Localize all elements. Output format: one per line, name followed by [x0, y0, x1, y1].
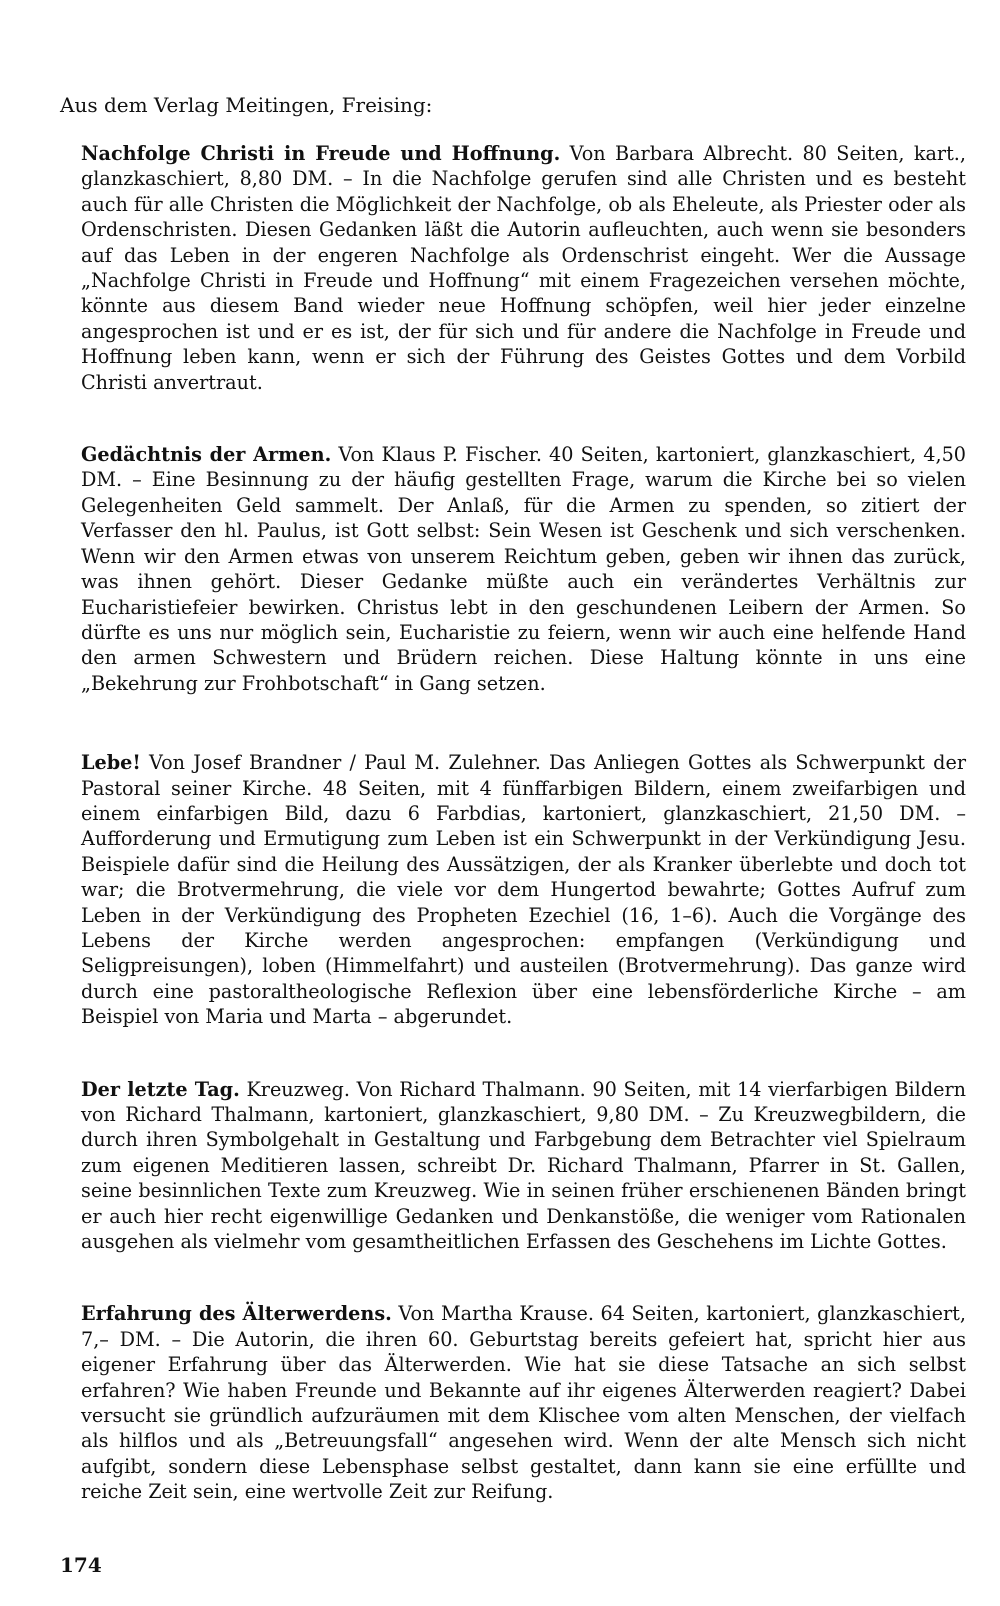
page-content	[60, 92, 966, 1505]
book-description: Von Klaus P. Fischer. 40 Seiten, kartoniert, glanzkaschiert, 4,50 DM. – Eine Besinnung zu der häufig gestellten Frage, warum die Kirche bei so vielen Gelegenheiten Geld sammelt. Der Anlaß, für die Armen zu spenden, so zitiert der Verfasser den hl. Paulus, ist Gott selbst: Sein Wesen ist Geschenk und sich verschenken. Wenn wir den Armen etwas von unserem Reichtum geben, geben wir ihnen das zurück, was ihnen gehört. Dieser Gedanke müßte auch ein verändertes Verhältnis zur Eucharistiefeier bewirken. Christus lebt in den geschundenen Leibern der Armen. So dürfte es uns nur möglich sein, Eucharistie zu feiern, wenn wir auch eine helfende Hand den armen Schwestern und Brüdern reichen. Diese Haltung könnte in uns eine „Bekehrung zur Frohbotschaft“ in Gang setzen.	[81, 443, 966, 695]
book-description: Von Martha Krause. 64 Seiten, kartoniert, glanzkaschiert, 7,– DM. – Die Autorin, die ihren 60. Geburtstag bereits gefeiert hat, spricht hier aus eigener Erfahrung über das Älterwerden. Wie hat sie diese Tatsache an sich selbst erfahren? Wie haben Freunde und Bekannte auf ihr eigenes Älterwerden reagiert? Dabei versucht sie gründlich aufzuräumen mit dem Klischee vom alten Menschen, der vielfach als hilflos und als „Betreuungsfall“ angesehen wird. Wenn der alte Mensch sich nicht aufgibt, sondern diese Lebensphase selbst gestaltet, dann kann sie eine erfüllte und reiche Zeit sein, eine wertvolle Zeit zur Reifung.	[81, 1302, 966, 1504]
publisher-heading: Aus dem Verlag Meitingen, Freising:	[60, 93, 433, 117]
book-description: Von Barbara Albrecht. 80 Seiten, kart., glanzkaschiert, 8,80 DM. – In die Nachfolge gerufen sind alle Christen und es besteht auch für alle Christen die Möglichkeit der Nachfolge, ob als Eheleute, als Priester oder als Ordenschristen. Diesen Gedanken läßt die Autorin aufleuchten, auch wenn sie besonders auf das Leben in der engeren Nachfolge als Ordenschrist eingeht. Wer die Aussage „Nachfolge Christi in Freude und Hoffnung“ mit einem Fragezeichen versehen möchte, könnte aus diesem Band wieder neue Hoffnung schöpfen, weil hier jeder einzelne angesprochen ist und er es ist, der für sich und für andere die Nachfolge in Freude und Hoffnung leben kann, wenn er sich der Führung des Geistes Gottes und dem Vorbild Christi anvertraut.	[81, 142, 966, 394]
book-description: Kreuzweg. Von Richard Thalmann. 90 Seiten, mit 14 vierfarbigen Bildern von Richard Thalmann, kartoniert, glanzkaschiert, 9,80 DM. – Zu Kreuzwegbildern, die durch ihren Symbolgehalt in Gestaltung und Farbgebung dem Betrachter viel Spielraum zum eigenen Meditieren lassen, schreibt Dr. Richard Thalmann, Pfarrer in St. Gallen, seine besinnlichen Texte zum Kreuzweg. Wie in seinen früher erschienenen Bänden bringt er auch hier recht eigenwillige Gedanken und Denkanstöße, die weniger vom Rationalen ausgehen als vielmehr vom gesamtheitlichen Erfassen des Geschehens im Lichte Gottes.	[81, 1077, 966, 1254]
book-title: Nachfolge Christi in Freude und Hoffnung.	[81, 142, 561, 165]
book-entry	[60, 1301, 966, 1504]
book-title: Lebe!	[81, 751, 141, 775]
book-entry	[60, 442, 966, 696]
book-entry	[60, 750, 966, 1029]
book-description: Von Josef Brandner / Paul M. Zulehner. Das Anliegen Gottes als Schwerpunkt der Pastoral seiner Kirche. 48 Seiten, mit 4 fünffarbigen Bildern, einem zweifarbigen und einem einfarbigen Bild, dazu 6 Farbdias, kartoniert, glanzkaschiert, 21,50 DM. – Aufforderung und Ermutigung zum Leben ist ein Schwerpunkt in der Verkündigung Jesu. Beispiele dafür sind die Heilung des Aussätzigen, der als Kranker überlebte und doch tot war; die Brotvermehrung, die viele vor dem Hungertod bewahrte; Gottes Aufruf zum Leben in der Verkündigung des Propheten Ezechiel (16, 1–6). Auch die Vorgänge des Lebens der Kirche werden angesprochen: empfangen (Verkündigung und Seligpreisungen), loben (Himmelfahrt) und austeilen (Brotvermehrung). Das ganze wird durch eine pastoraltheologische Reflexion über eine lebensförderliche Kirche – am Beispiel von Maria und Marta – abgerundet.	[81, 751, 966, 1029]
page-number: 174	[60, 1553, 102, 1577]
book-entry	[60, 1077, 966, 1255]
book-title: Gedächtnis der Armen.	[81, 443, 332, 467]
book-title: Der letzte Tag.	[81, 1077, 240, 1101]
book-entry	[60, 141, 966, 395]
book-title: Erfahrung des Älterwerdens.	[81, 1302, 392, 1326]
